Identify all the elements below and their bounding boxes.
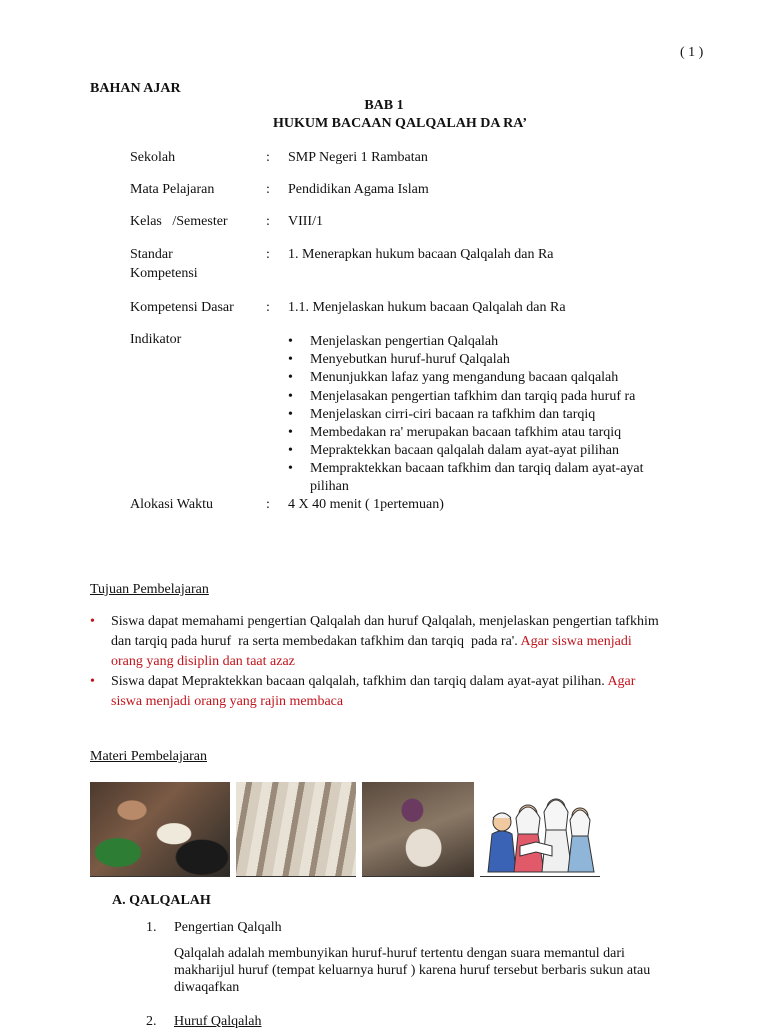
paragraph-line: diwaqafkan bbox=[174, 980, 240, 995]
photo-woman-teaching bbox=[362, 782, 474, 877]
chapter-title: BAB 1 bbox=[364, 98, 404, 113]
list-item bbox=[90, 672, 710, 712]
tujuan-list bbox=[90, 612, 710, 712]
tujuan-goal-text: siswa menjadi orang yang rajin membaca bbox=[111, 694, 344, 709]
section-heading-materi: Materi Pembelajaran bbox=[90, 749, 208, 764]
list-item: • Menunjukkan lafaz yang mengandung bacaan qalqalah bbox=[288, 369, 644, 387]
list-item: • Mempraktekkan bacaan tafkhim dan tarqiq dalam ayat-ayat bbox=[288, 460, 644, 478]
page-number: ( 1 ) bbox=[680, 45, 704, 60]
section-heading-tujuan: Tujuan Pembelajaran bbox=[90, 582, 209, 597]
list-item: • Membedakan ra' merupakan bacaan tafkhim atau tarqiq bbox=[288, 424, 644, 442]
photo-children-reading-quran bbox=[90, 782, 230, 877]
paragraph-line: Qalqalah adalah membunyikan huruf-huruf tertentu dengan suara memantul dari bbox=[174, 946, 625, 961]
document-kind: BAHAN AJAR bbox=[90, 81, 181, 96]
info-label: Mata Pelajaran bbox=[130, 182, 215, 197]
info-colon: : bbox=[266, 182, 270, 197]
list-item bbox=[90, 612, 710, 672]
tujuan-goal-text: Agar bbox=[607, 674, 636, 689]
info-value: Pendidikan Agama Islam bbox=[288, 182, 429, 197]
tujuan-goal-text: orang yang disiplin dan taat azaz bbox=[111, 654, 295, 669]
info-value: SMP Negeri 1 Rambatan bbox=[288, 150, 428, 165]
list-item-continuation: pilihan bbox=[310, 479, 349, 494]
info-value: 1.1. Menjelaskan hukum bacaan Qalqalah dan Ra bbox=[288, 300, 566, 315]
bullet-icon: • bbox=[90, 614, 95, 629]
list-item: • Menjelasakan pengertian tafkhim dan tarqiq pada huruf ra bbox=[288, 388, 644, 406]
info-label: Standar bbox=[130, 247, 173, 262]
paragraph-line: makharijul huruf (tempat keluarnya huruf ) karena huruf tersebut berbaris sukun atau bbox=[174, 963, 651, 978]
info-label: Kelas /Semester bbox=[130, 214, 228, 229]
tujuan-line bbox=[111, 672, 710, 692]
info-value: 4 X 40 menit ( 1pertemuan) bbox=[288, 497, 444, 512]
page-title: HUKUM BACAAN QALQALAH DA RA’ bbox=[272, 116, 528, 131]
section-a-title: A. QALQALAH bbox=[112, 893, 211, 908]
list-item: • Menyebutkan huruf-huruf Qalqalah bbox=[288, 351, 644, 369]
photo-students-rows-reading bbox=[236, 782, 356, 877]
info-label: Indikator bbox=[130, 332, 182, 347]
indicator-list bbox=[288, 333, 644, 479]
info-label: Sekolah bbox=[130, 150, 176, 165]
tujuan-line bbox=[111, 632, 710, 652]
tujuan-text: dan tarqiq pada huruf ra serta membedakan tafkhim dan tarqiq pada ra'. bbox=[111, 634, 521, 649]
info-colon: : bbox=[266, 300, 270, 315]
info-colon: : bbox=[266, 247, 270, 262]
item-title: Pengertian Qalqalh bbox=[174, 920, 282, 935]
item-title: Huruf Qalqalah bbox=[174, 1014, 262, 1029]
tujuan-line: Siswa dapat memahami pengertian Qalqalah dan huruf Qalqalah, menjelaskan pengertian tafkhim bbox=[111, 614, 659, 629]
info-label: Kompetensi Dasar bbox=[130, 300, 234, 315]
info-colon: : bbox=[266, 150, 270, 165]
item-number: 1. bbox=[146, 920, 157, 935]
info-colon: : bbox=[266, 497, 270, 512]
info-label: Kompetensi bbox=[130, 266, 198, 281]
bullet-icon: • bbox=[90, 674, 95, 689]
tujuan-text: Siswa dapat Mepraktekkan bacaan qalqalah, tafkhim dan tarqiq dalam ayat-ayat pilihan. bbox=[111, 674, 608, 689]
item-number: 2. bbox=[146, 1014, 157, 1029]
info-value: VIII/1 bbox=[288, 214, 323, 229]
illustration-family-reading bbox=[480, 782, 600, 877]
list-item: • Mepraktekkan bacaan qalqalah dalam ayat-ayat pilihan bbox=[288, 442, 644, 460]
info-label: Alokasi Waktu bbox=[130, 497, 213, 512]
list-item: • Menjelaskan cirri-ciri bacaan ra tafkhim dan tarqiq bbox=[288, 406, 644, 424]
info-colon: : bbox=[266, 214, 270, 229]
tujuan-goal-text: Agar siswa menjadi bbox=[520, 634, 632, 649]
info-value: 1. Menerapkan hukum bacaan Qalqalah dan Ra bbox=[288, 247, 554, 262]
list-item: • Menjelaskan pengertian Qalqalah bbox=[288, 333, 644, 351]
